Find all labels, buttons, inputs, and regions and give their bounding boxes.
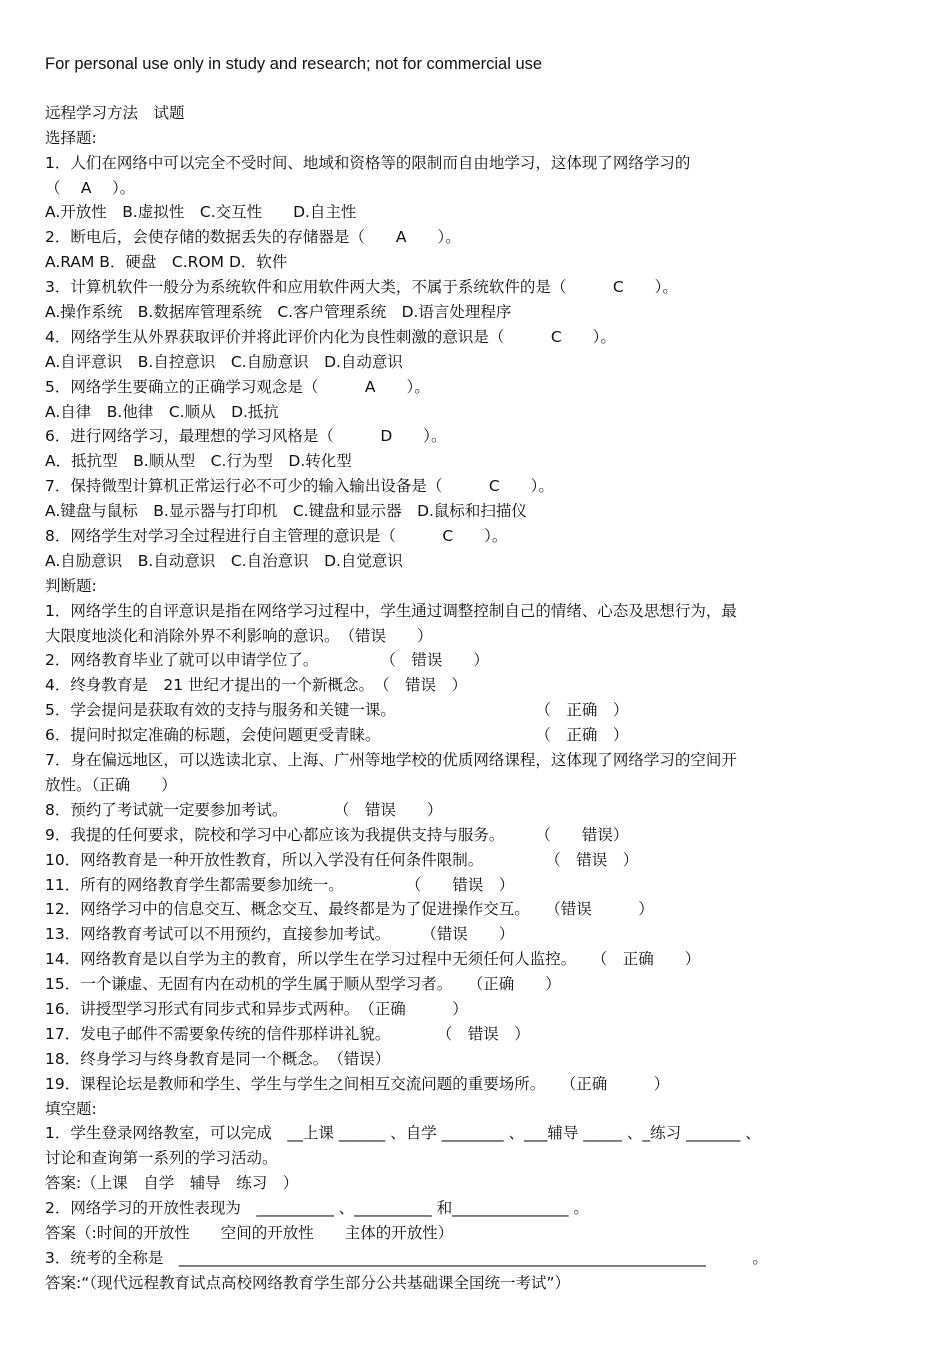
text-line: 11．所有的网络教育学生都需要参加统一。 （ 错误 ） <box>45 875 515 894</box>
text-line: 16．讲授型学习形式有同步式和异步式两种。 （正确 ） <box>45 999 468 1018</box>
text-line: A.自律 B.他律 C.顺从 D.抵抗 <box>45 402 279 421</box>
text-line: 17．发电子邮件不需要象传统的信件那样讲礼貌。 （ 错误 ） <box>45 1024 530 1043</box>
text-line: 答案（:时间的开放性 空间的开放性 主体的开放性） <box>45 1223 454 1242</box>
text-line: A.键盘与鼠标 B.显示器与打印机 C.键盘和显示器 D.鼠标和扫描仪 <box>45 502 527 521</box>
document-body <box>45 52 925 1296</box>
text-line: 答案:“（现代远程教育试点高校网络教育学生部分公共基础课全国统一考试”） <box>45 1273 571 1292</box>
text-line: 讨论和查询第一系列的学习活动。 <box>45 1149 278 1168</box>
text-line: 2．断电后，会使存储的数据丢失的存储器是（ A ）。 <box>45 228 461 247</box>
text-line: 19．课程论坛是教师和学生、学生与学生之间相互交流问题的重要场所。 （正确 ） <box>45 1074 670 1093</box>
text-line: 3．计算机软件一般分为系统软件和应用软件两大类，不属于系统软件的是（ C ）。 <box>45 278 678 297</box>
text-line: A.自励意识 B.自动意识 C.自治意识 D.自觉意识 <box>45 551 403 570</box>
exam-content <box>45 101 925 1296</box>
text-line: 7．保持微型计算机正常运行必不可少的输入输出设备是（ C ）。 <box>45 477 554 496</box>
text-line: 3．统考的全称是 ____________________________________________________________________ 。 <box>45 1248 768 1267</box>
text-line: 10．网络教育是一种开放性教育，所以入学没有任何条件限制。 （ 错误 ） <box>45 850 639 869</box>
text-line: 判断题: <box>45 576 97 595</box>
text-line: 填空题: <box>45 1099 97 1118</box>
text-line: 18．终身学习与终身教育是同一个概念。 （错误） <box>45 1049 391 1068</box>
spacer <box>45 77 925 101</box>
text-line: 6．进行网络学习，最理想的学习风格是（ D ）。 <box>45 427 447 446</box>
text-line: 12．网络学习中的信息交互、概念交互、最终都是为了促进操作交互。 （错误 ） <box>45 900 654 919</box>
text-line: 6．提问时拟定准确的标题，会使问题更受青睐。 （ 正确 ） <box>45 726 629 745</box>
text-line: 8．预约了考试就一定要参加考试。 （ 错误 ） <box>45 800 443 819</box>
text-line: 答案:（上课 自学 辅导 练习 ） <box>45 1174 299 1193</box>
text-line: （ A ）。 <box>45 178 136 197</box>
text-line: 14．网络教育是以自学为主的教育，所以学生在学习过程中无须任何人监控。 （ 正确 ） <box>45 950 701 969</box>
text-line: 远程学习方法 试题 <box>45 103 185 122</box>
text-line: 2．网络学习的开放性表现为 __________ 、__________ 和_______________ 。 <box>45 1199 589 1218</box>
text-line: A.操作系统 B.数据库管理系统 C.客户管理系统 D.语言处理程序 <box>45 303 512 322</box>
text-line: 放性。（正确 ） <box>45 775 177 794</box>
text-line: 15．一个谦虚、无固有内在动机的学生属于顺从型学习者。 （正确 ） <box>45 975 561 994</box>
text-line: 13．网络教育考试可以不用预约，直接参加考试。 （错误 ） <box>45 925 515 944</box>
text-line: 1．学生登录网络教室，可以完成 __上课 ______ 、自学 ________ 、___辅导 _____ 、_练习 _______ 、 <box>45 1124 761 1143</box>
text-line: 5．网络学生要确立的正确学习观念是（ A ）。 <box>45 377 430 396</box>
text-line: 8．网络学生对学习全过程进行自主管理的意识是（ C ）。 <box>45 527 508 546</box>
text-line: 1．人们在网络中可以完全不受时间、地域和资格等的限制而自由地学习，这体现了网络学习的 <box>45 153 691 172</box>
text-line: 1．网络学生的自评意识是指在网络学习过程中，学生通过调整控制自己的情绪、心态及思想行为，最 <box>45 601 737 620</box>
text-line: 大限度地淡化和消除外界不利影响的意识。 （错误 ） <box>45 626 433 645</box>
text-line: A．抵抗型 B.顺从型 C.行为型 D.转化型 <box>45 452 352 471</box>
text-line: 选择题: <box>45 128 97 147</box>
text-line: 4．网络学生从外界获取评价并将此评价内化为良性刺激的意识是（ C ）。 <box>45 327 616 346</box>
text-line: 7．身在偏远地区，可以选读北京、上海、广州等地学校的优质网络课程，这体现了网络学习的空间开 <box>45 751 737 770</box>
text-line: 4．终身教育是 21 世纪才提出的一个新概念。 （ 错误 ） <box>45 676 468 695</box>
text-line: A.自评意识 B.自控意识 C.自励意识 D.自动意识 <box>45 352 403 371</box>
text-line: A.RAM B．硬盘 C.ROM D．软件 <box>45 253 288 272</box>
text-line: 9．我提的任何要求，院校和学习中心都应该为我提供支持与服务。 （ 错误） <box>45 825 629 844</box>
text-line: 5．学会提问是获取有效的支持与服务和关键一课。 （ 正确 ） <box>45 701 629 720</box>
text-line: 2．网络教育毕业了就可以申请学位了。 （ 错误 ） <box>45 651 489 670</box>
text-line: A.开放性 B.虚拟性 C.交互性 D.自主性 <box>45 203 357 222</box>
usage-notice: For personal use only in study and research; not for commercial use <box>45 55 543 73</box>
